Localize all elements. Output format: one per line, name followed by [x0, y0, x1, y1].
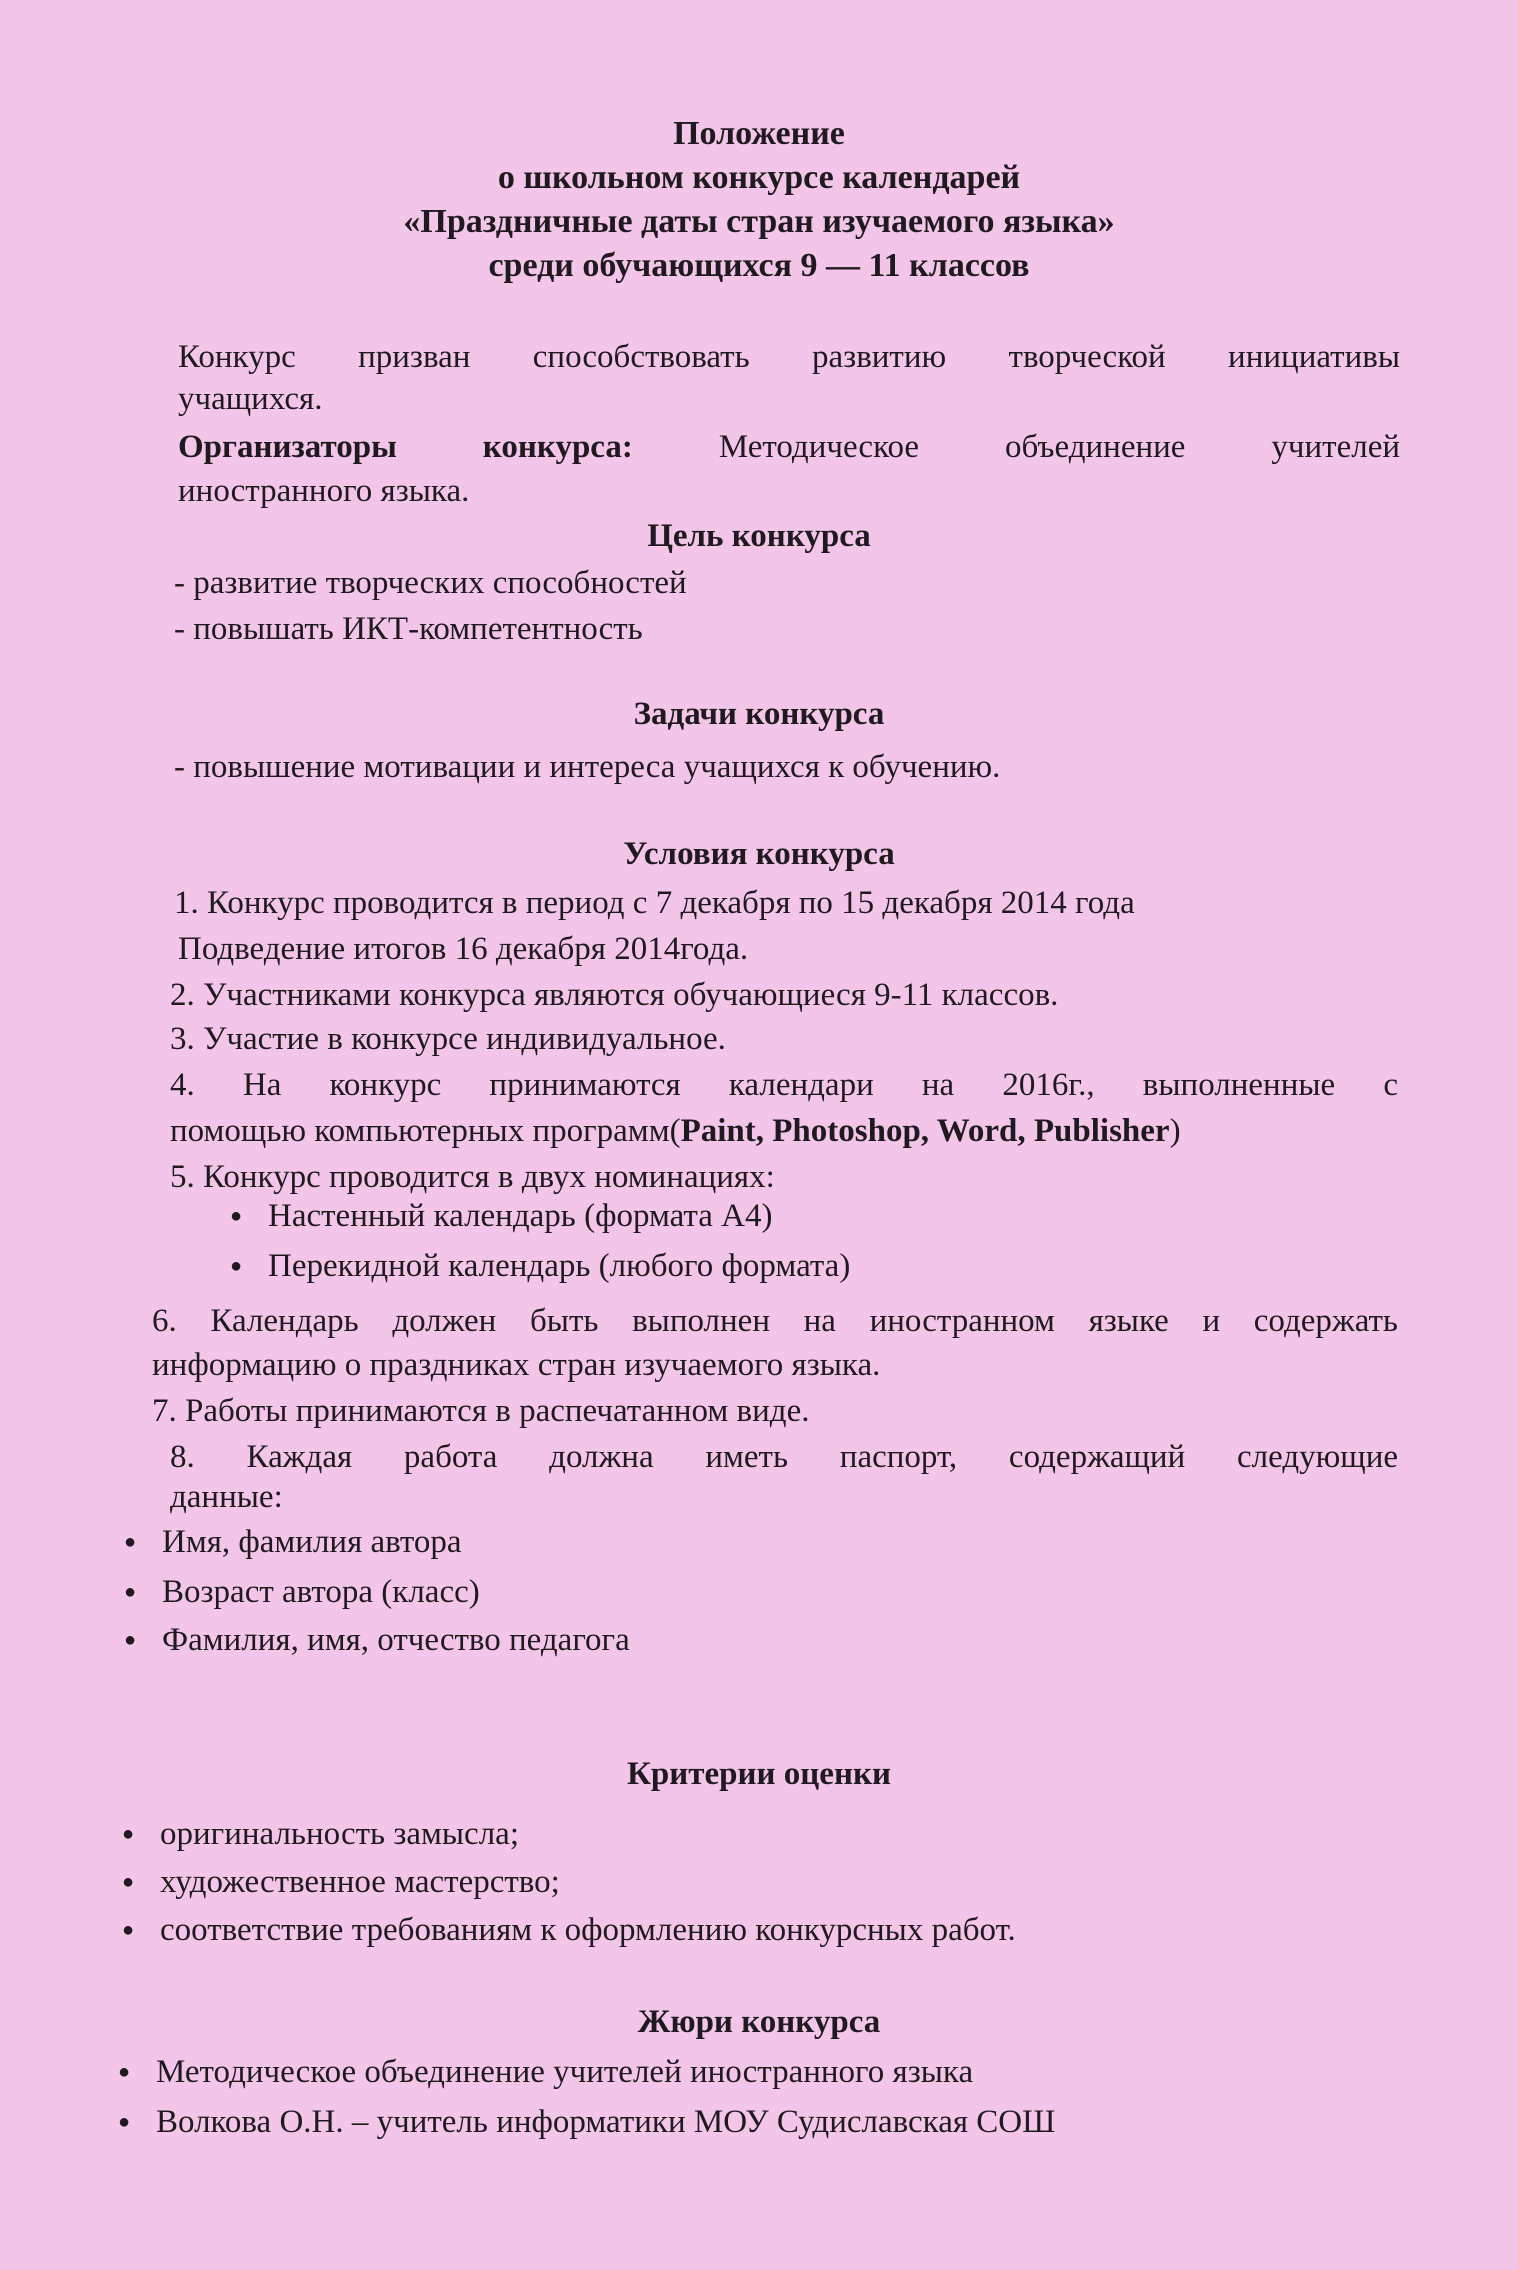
- condition-text: ): [1169, 1113, 1181, 1149]
- task-item: - повышение мотивации и интереса учащихся к обучению.: [174, 749, 1001, 785]
- criteria-item: ● художественное мастерство;: [160, 1864, 560, 1901]
- title-line: о школьном конкурсе календарей: [497, 159, 1021, 196]
- passport-item: ● Фамилия, имя, отчество педагога: [162, 1622, 630, 1659]
- condition-item: 1. Конкурс проводится в период с 7 декабря по 15 декабря 2014 года: [174, 885, 1135, 921]
- conditions-heading: Условия конкурса: [623, 836, 895, 872]
- condition-item: 7. Работы принимаются в распечатанном виде.: [152, 1393, 810, 1429]
- goal-item: - развитие творческих способностей: [174, 565, 687, 601]
- passport-item: ● Имя, фамилия автора: [162, 1524, 462, 1561]
- condition-item: 2. Участниками конкурса являются обучающиеся 9-11 классов.: [170, 977, 1059, 1013]
- condition-item: [170, 1108, 1181, 1154]
- passport-item: ● Возраст автора (класс): [162, 1574, 480, 1611]
- condition-item: 4. На конкурс принимаются календари на 2016г., выполненные с: [170, 1067, 1398, 1103]
- title-line: «Праздничные даты стран изучаемого языка»: [403, 203, 1115, 240]
- condition-item: Подведение итогов 16 декабря 2014года.: [178, 931, 749, 967]
- title-line: среди обучающихся 9 — 11 классов: [488, 247, 1030, 284]
- jury-item: ● Методическое объединение учителей иностранного языка: [156, 2054, 973, 2091]
- intro-line: учащихся.: [178, 381, 323, 417]
- jury-heading: Жюри конкурса: [637, 2004, 881, 2040]
- goal-heading: Цель конкурса: [647, 518, 871, 554]
- condition-item: данные:: [170, 1479, 283, 1515]
- jury-item: ● Волкова О.Н. – учитель информатики МОУ Судиславская СОШ: [156, 2104, 1055, 2141]
- condition-item: 3. Участие в конкурсе индивидуальное.: [170, 1021, 726, 1057]
- intro-line: Конкурс призван способствовать развитию творческой инициативы: [178, 339, 1400, 375]
- condition-item: информацию о праздниках стран изучаемого языка.: [152, 1347, 881, 1383]
- organizers-line2: иностранного языка.: [178, 473, 470, 509]
- goal-item: - повышать ИКТ-компетентность: [174, 611, 643, 647]
- software-list: Paint, Photoshop, Word, Publisher: [680, 1113, 1170, 1149]
- criteria-item: ● соответствие требованиям к оформлению конкурсных работ.: [160, 1912, 1016, 1949]
- condition-item: 8. Каждая работа должна иметь паспорт, содержащий следующие: [170, 1439, 1398, 1475]
- condition-item: 6. Календарь должен быть выполнен на иностранном языке и содержать: [152, 1303, 1398, 1339]
- condition-item: 5. Конкурс проводится в двух номинациях:: [170, 1159, 775, 1195]
- document-title: [0, 112, 1518, 288]
- condition-text: помощью компьютерных программ(: [170, 1113, 681, 1149]
- tasks-heading: Задачи конкурса: [633, 696, 885, 732]
- criteria-heading: Критерии оценки: [627, 1756, 891, 1792]
- organizers-label: Организаторы конкурса:: [178, 429, 633, 465]
- nomination-item: ● Перекидной календарь (любого формата): [268, 1248, 850, 1285]
- nomination-item: ● Настенный календарь (формата А4): [268, 1198, 772, 1235]
- organizers-line: [178, 424, 1400, 470]
- title-line: Положение: [673, 115, 845, 152]
- criteria-item: ● оригинальность замысла;: [160, 1816, 519, 1853]
- organizers-text: Методическое объединение учителей: [718, 429, 1401, 465]
